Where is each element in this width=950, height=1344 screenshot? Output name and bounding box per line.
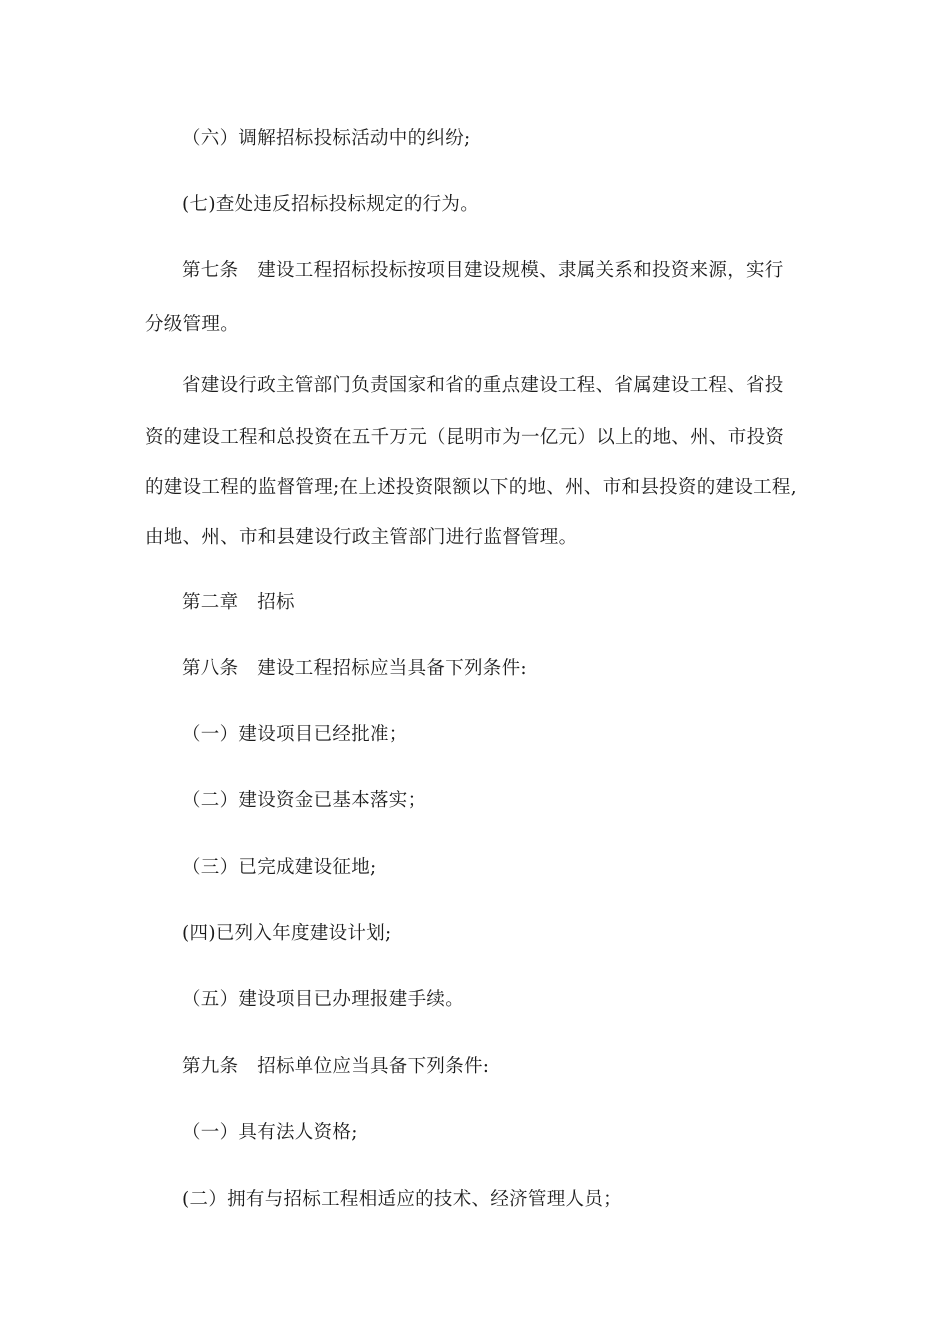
text-line-article-9-item-1: （一）具有法人资格; xyxy=(182,1122,358,1143)
text-line-article-8-item-4: (四)已列入年度建设计划; xyxy=(182,923,392,944)
text-line-item-7-investigate-violations: (七)查处违反招标投标规定的行为。 xyxy=(182,194,480,215)
text-line-provincial-dept-4: 由地、州、市和县建设行政主管部门进行监督管理。 xyxy=(145,527,578,548)
text-line-article-7-start: 第七条 建设工程招标投标按项目建设规模、隶属关系和投资来源，实行 xyxy=(182,260,784,281)
chapter-heading-bidding: 第二章 招标 xyxy=(182,592,295,613)
text-line-article-9-item-2: (二）拥有与招标工程相适应的技术、经济管理人员； xyxy=(182,1189,622,1210)
text-line-article-9: 第九条 招标单位应当具备下列条件: xyxy=(182,1056,490,1077)
text-line-article-8-item-5: （五）建设项目已办理报建手续。 xyxy=(182,989,465,1010)
text-line-article-7-end: 分级管理。 xyxy=(145,314,240,335)
text-line-article-8-item-2: （二）建设资金已基本落实； xyxy=(182,790,427,811)
text-line-item-6-mediate-disputes: （六）调解招标投标活动中的纠纷; xyxy=(182,128,471,149)
text-line-provincial-dept-2: 资的建设工程和总投资在五千万元（昆明市为一亿元）以上的地、州、市投资 xyxy=(145,427,785,448)
text-line-provincial-dept-3: 的建设工程的监督管理;在上述投资限额以下的地、州、市和县投资的建设工程, xyxy=(145,477,797,498)
text-line-article-8-item-1: （一）建设项目已经批准； xyxy=(182,724,408,745)
text-line-article-8: 第八条 建设工程招标应当具备下列条件: xyxy=(182,658,527,679)
text-line-provincial-dept-1: 省建设行政主管部门负责国家和省的重点建设工程、省属建设工程、省投 xyxy=(182,375,784,396)
text-line-article-8-item-3: （三）已完成建设征地; xyxy=(182,857,377,878)
